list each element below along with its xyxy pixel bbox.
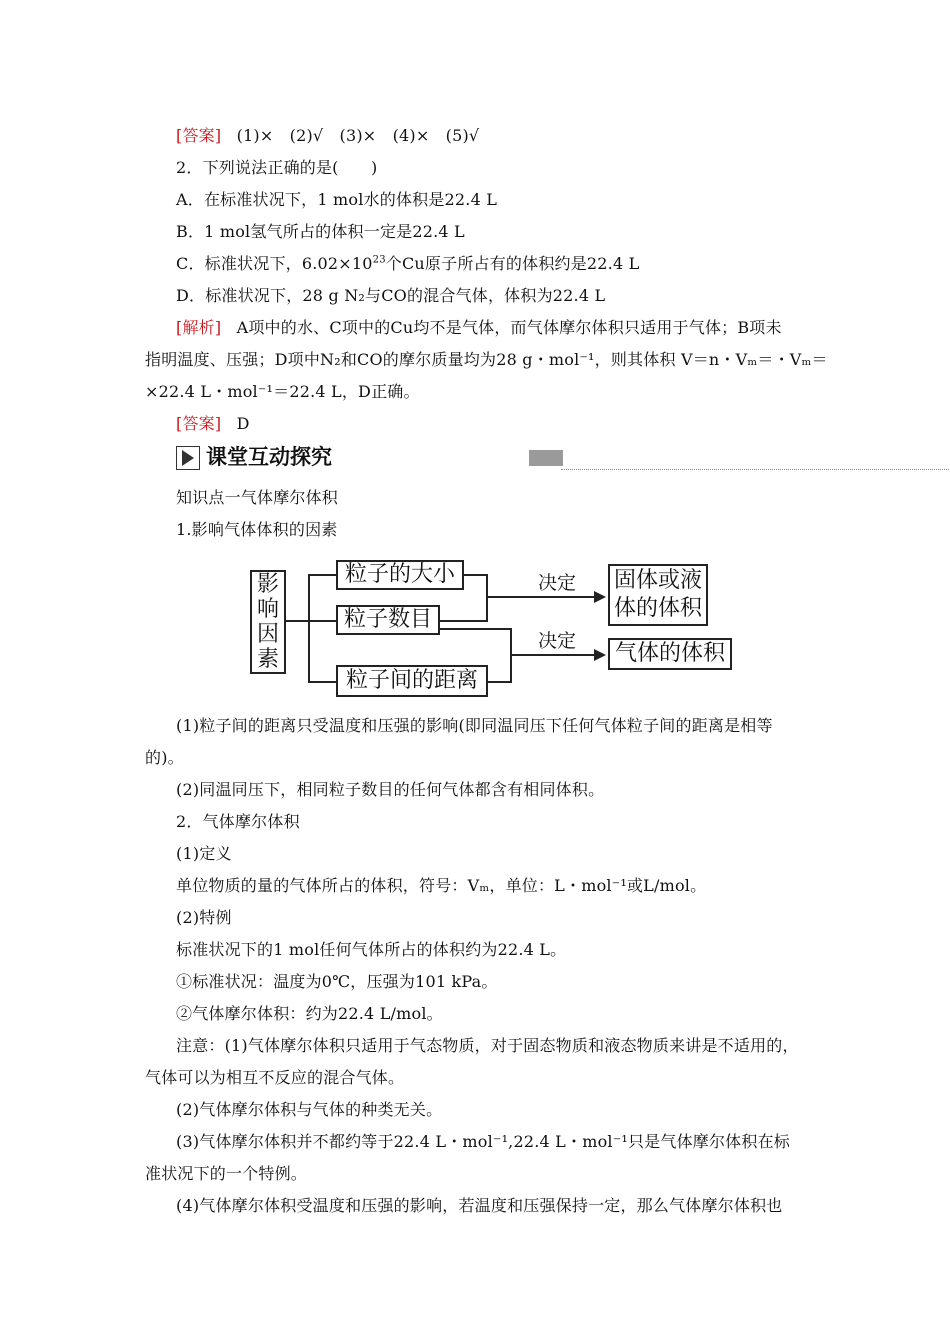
banner-rule xyxy=(561,469,950,471)
answer-line-2 xyxy=(176,413,250,435)
answer-text: (1)× (2)√ (3)× (4)× (5)√ xyxy=(236,126,480,145)
note-1b: 气体可以为相互不反应的混合气体。 xyxy=(145,1068,405,1087)
connector-top xyxy=(308,574,336,576)
example-heading: (2)特例 xyxy=(176,908,232,927)
paragraph-2: (2)同温同压下，相同粒子数目的任何气体都含有相同体积。 xyxy=(176,780,605,799)
connector-trunk xyxy=(286,620,336,622)
connector-bottom xyxy=(308,681,336,683)
distance-line xyxy=(488,681,512,683)
analysis-line-3: ×22.4 L・mol⁻¹＝22.4 L，D正确。 xyxy=(145,382,420,401)
size-box: 粒子的大小 xyxy=(336,560,464,590)
note-4: (4)气体摩尔体积受温度和压强的影响，若温度和压强保持一定，那么气体摩尔体积也 xyxy=(176,1196,783,1215)
arrow-line-2 xyxy=(510,654,596,656)
number-box: 粒子数目 xyxy=(336,605,440,635)
number-line-2 xyxy=(440,628,512,630)
arrow-head-1 xyxy=(594,591,606,603)
answer-value: D xyxy=(236,414,250,433)
subheading-1: 1.影响气体体积的因素 xyxy=(176,520,338,539)
example-text: 标准状况下的1 mol任何气体所占的体积约为22.4 L。 xyxy=(176,940,567,959)
arrow-head-2 xyxy=(594,649,606,661)
definition-text: 单位物质的量的气体所占的体积，符号：Vₘ，单位：L・mol⁻¹或L/mol。 xyxy=(176,876,707,895)
option-c xyxy=(176,253,639,275)
note-3a: (3)气体摩尔体积并不都约等于22.4 L・mol⁻¹,22.4 L・mol⁻¹只是气体摩尔体积在标 xyxy=(176,1132,790,1151)
note-3b: 准状况下的一个特例。 xyxy=(145,1164,308,1183)
decide-label-2: 决定 xyxy=(538,630,577,652)
option-a: A．在标准状况下，1 mol水的体积是22.4 L xyxy=(176,190,498,209)
analysis-text-1: A项中的水、C项中的Cu均不是气体，而气体摩尔体积只适用于气体；B项未 xyxy=(236,318,782,337)
answer-tag-2: [答案] xyxy=(176,414,222,433)
answer-line-1 xyxy=(176,125,479,147)
example-item-2: ②气体摩尔体积：约为22.4 L/mol。 xyxy=(176,1004,443,1023)
option-b: B．1 mol氢气所占的体积一定是22.4 L xyxy=(176,222,465,241)
size-line xyxy=(464,574,488,576)
answer-tag: [答案] xyxy=(176,126,222,145)
decide-label-1: 决定 xyxy=(538,572,577,594)
paragraph-1a: (1)粒子间的距离只受温度和压强的影响(即同温同压下任何气体粒子间的距离是相等 xyxy=(176,716,773,735)
note-2: (2)气体摩尔体积与气体的种类无关。 xyxy=(176,1100,443,1119)
gas-volume-box: 气体的体积 xyxy=(608,638,732,670)
option-c-post: 个Cu原子所占有的体积约是22.4 L xyxy=(385,254,640,273)
subheading-2: 2．气体摩尔体积 xyxy=(176,812,300,831)
option-c-pre: C．标准状况下，6.02×10 xyxy=(176,254,373,273)
section-title: 课堂互动探究 xyxy=(206,445,332,469)
analysis-tag: [解析] xyxy=(176,318,222,337)
example-item-1: ①标准状况：温度为0℃，压强为101 kPa。 xyxy=(176,972,498,991)
analysis-line-2: 指明温度、压强；D项中N₂和CO的摩尔质量均为28 g・mol⁻¹，则其体积 V＝n・Vₘ＝・Vₘ＝ xyxy=(145,350,828,369)
connector-vertical xyxy=(308,574,310,682)
definition-heading: (1)定义 xyxy=(176,844,232,863)
factor-box: 影响因素 xyxy=(250,570,286,674)
analysis-line-1 xyxy=(176,317,782,339)
note-1a: 注意：(1)气体摩尔体积只适用于气态物质，对于固态物质和液态物质来讲是不适用的， xyxy=(176,1036,799,1055)
question-stem: 2．下列说法正确的是( ) xyxy=(176,158,378,177)
solid-liquid-box: 固体或液体的体积 xyxy=(608,564,708,626)
option-d: D．标准状况下，28 g N₂与CO的混合气体，体积为22.4 L xyxy=(176,286,606,305)
paragraph-1b: 的)。 xyxy=(145,748,184,767)
knowledge-point-heading: 知识点一气体摩尔体积 xyxy=(176,488,339,507)
arrow-icon xyxy=(176,446,200,470)
distance-box: 粒子间的距离 xyxy=(336,665,488,697)
factor-diagram xyxy=(250,558,740,698)
arrow-line-1 xyxy=(486,596,596,598)
number-line xyxy=(440,620,488,622)
section-banner xyxy=(176,440,848,472)
banner-shade xyxy=(529,450,563,466)
option-c-sup: 23 xyxy=(372,254,386,266)
